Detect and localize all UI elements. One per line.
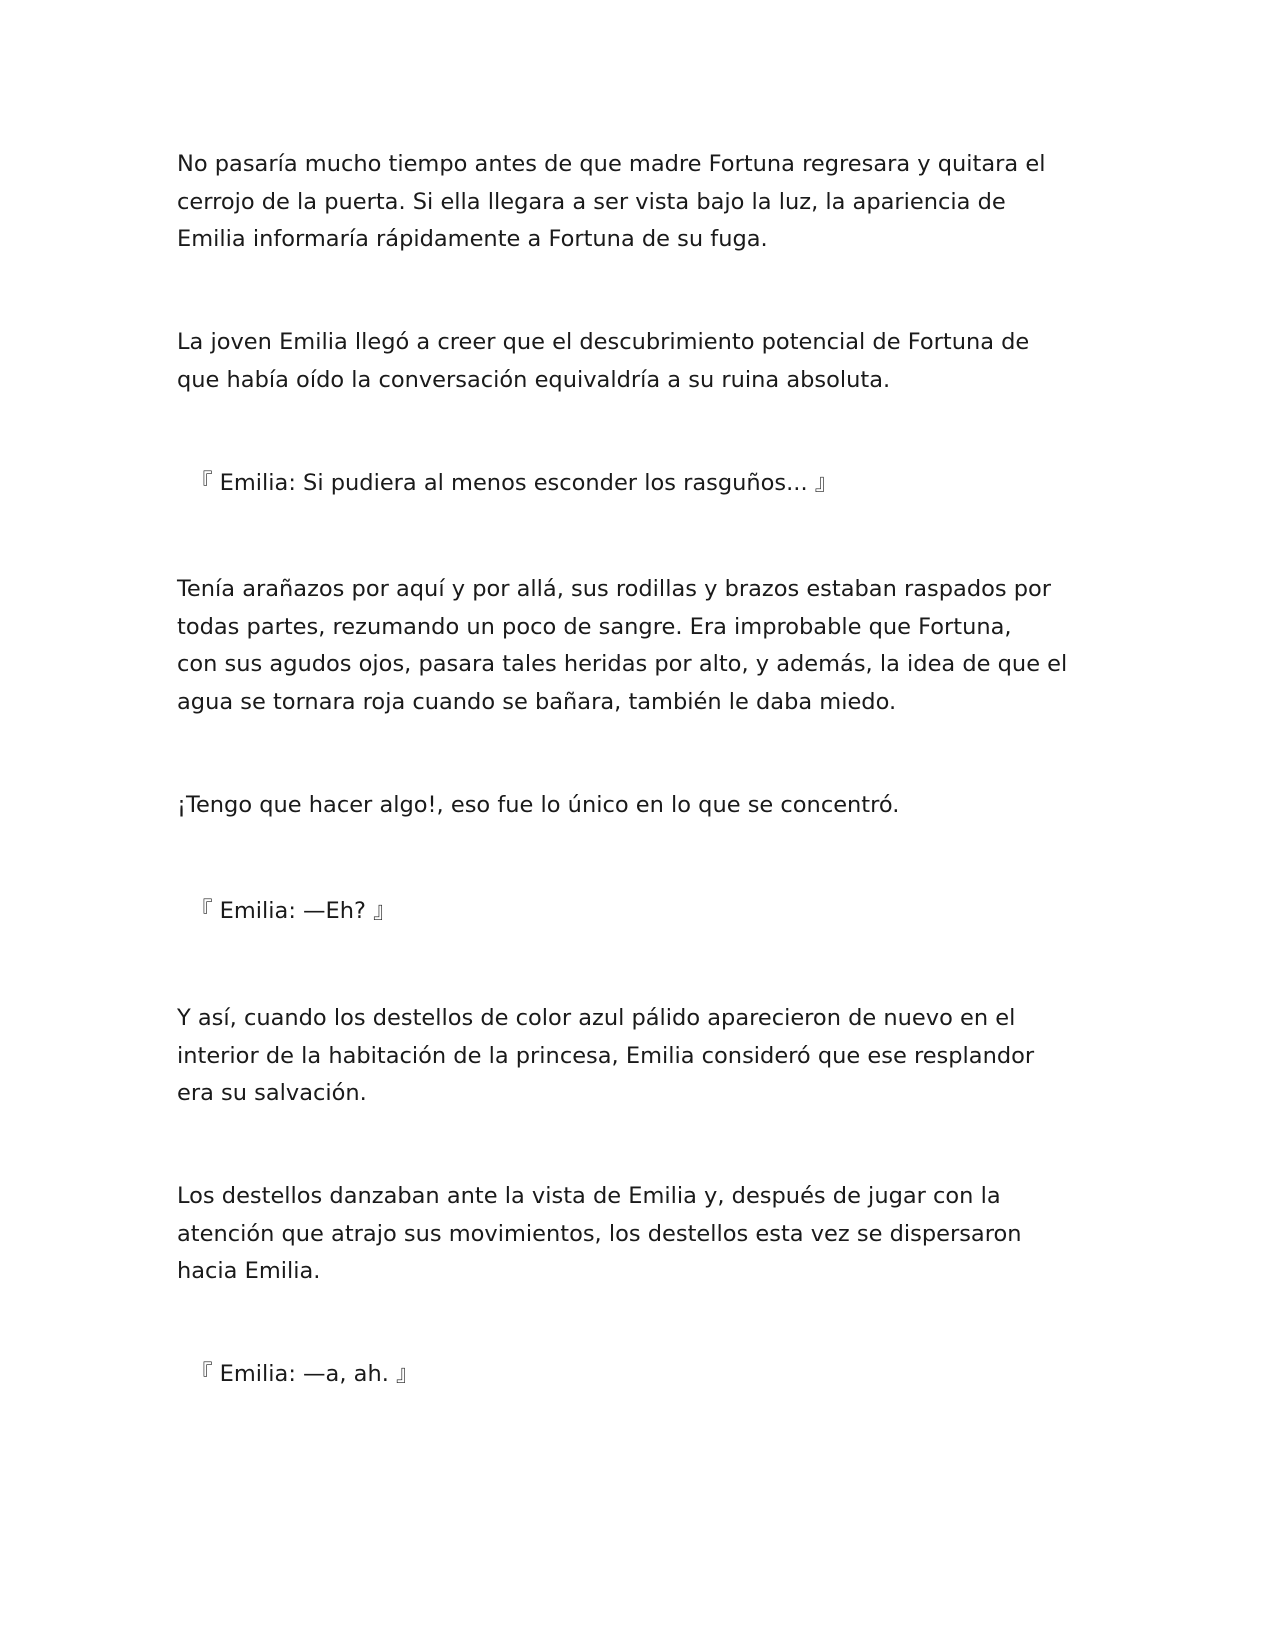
text-line: agua se tornara roja cuando se bañara, también le daba miedo. <box>177 688 897 715</box>
text-line: Los destellos danzaban ante la vista de Emilia y, después de jugar con la <box>177 1183 1001 1209</box>
paragraph-salvation <box>177 1000 1107 1113</box>
text-line: hacia Emilia. <box>177 1258 321 1284</box>
text-line: Y así, cuando los destellos de color azul pálido aparecieron de nuevo en el <box>177 1005 1016 1031</box>
text-line: Tenía arañazos por aquí y por allá, sus rodillas y brazos estaban raspados por <box>177 576 1052 602</box>
paragraph-return-fortuna <box>177 146 1107 259</box>
text-line: La joven Emilia llegó a creer que el descubrimiento potencial de Fortuna de <box>177 329 1030 355</box>
text-line: era su salvación. <box>177 1080 367 1106</box>
paragraph-do-something <box>177 787 1107 825</box>
paragraph-sparkles <box>177 1178 1107 1291</box>
text-line: que había oído la conversación equivaldría a su ruina absoluta. <box>177 366 891 393</box>
text-line: todas partes, rezumando un poco de sangre. Era improbable que Fortuna, <box>177 613 1012 640</box>
paragraph-ruin <box>177 324 1107 399</box>
dialogue-ah <box>190 1356 1120 1394</box>
dialogue-scratches <box>190 465 1120 503</box>
text-line: cerrojo de la puerta. Si ella llegara a ser vista bajo la luz, la apariencia de <box>177 188 1006 215</box>
text-line: con sus agudos ojos, pasara tales heridas por alto, y además, la idea de que el <box>177 651 1068 677</box>
text-line: interior de la habitación de la princesa, Emilia consideró que ese resplandor <box>177 1042 1035 1069</box>
dialogue-eh <box>190 893 1120 931</box>
text-line: atención que atrajo sus movimientos, los destellos esta vez se dispersaron <box>177 1220 1022 1247</box>
text-line: No pasaría mucho tiempo antes de que madre Fortuna regresara y quitara el <box>177 151 1046 177</box>
dialogue-line: 『 Emilia: Si pudiera al menos esconder los rasguños... 』 <box>190 470 838 496</box>
dialogue-line: 『 Emilia: —Eh? 』 <box>190 898 396 924</box>
text-line: ¡Tengo que hacer algo!, eso fue lo único en lo que se concentró. <box>177 792 900 818</box>
paragraph-wounds <box>177 571 1107 721</box>
text-line: Emilia informaría rápidamente a Fortuna de su fuga. <box>177 226 768 252</box>
dialogue-line: 『 Emilia: —a, ah. 』 <box>190 1361 419 1387</box>
